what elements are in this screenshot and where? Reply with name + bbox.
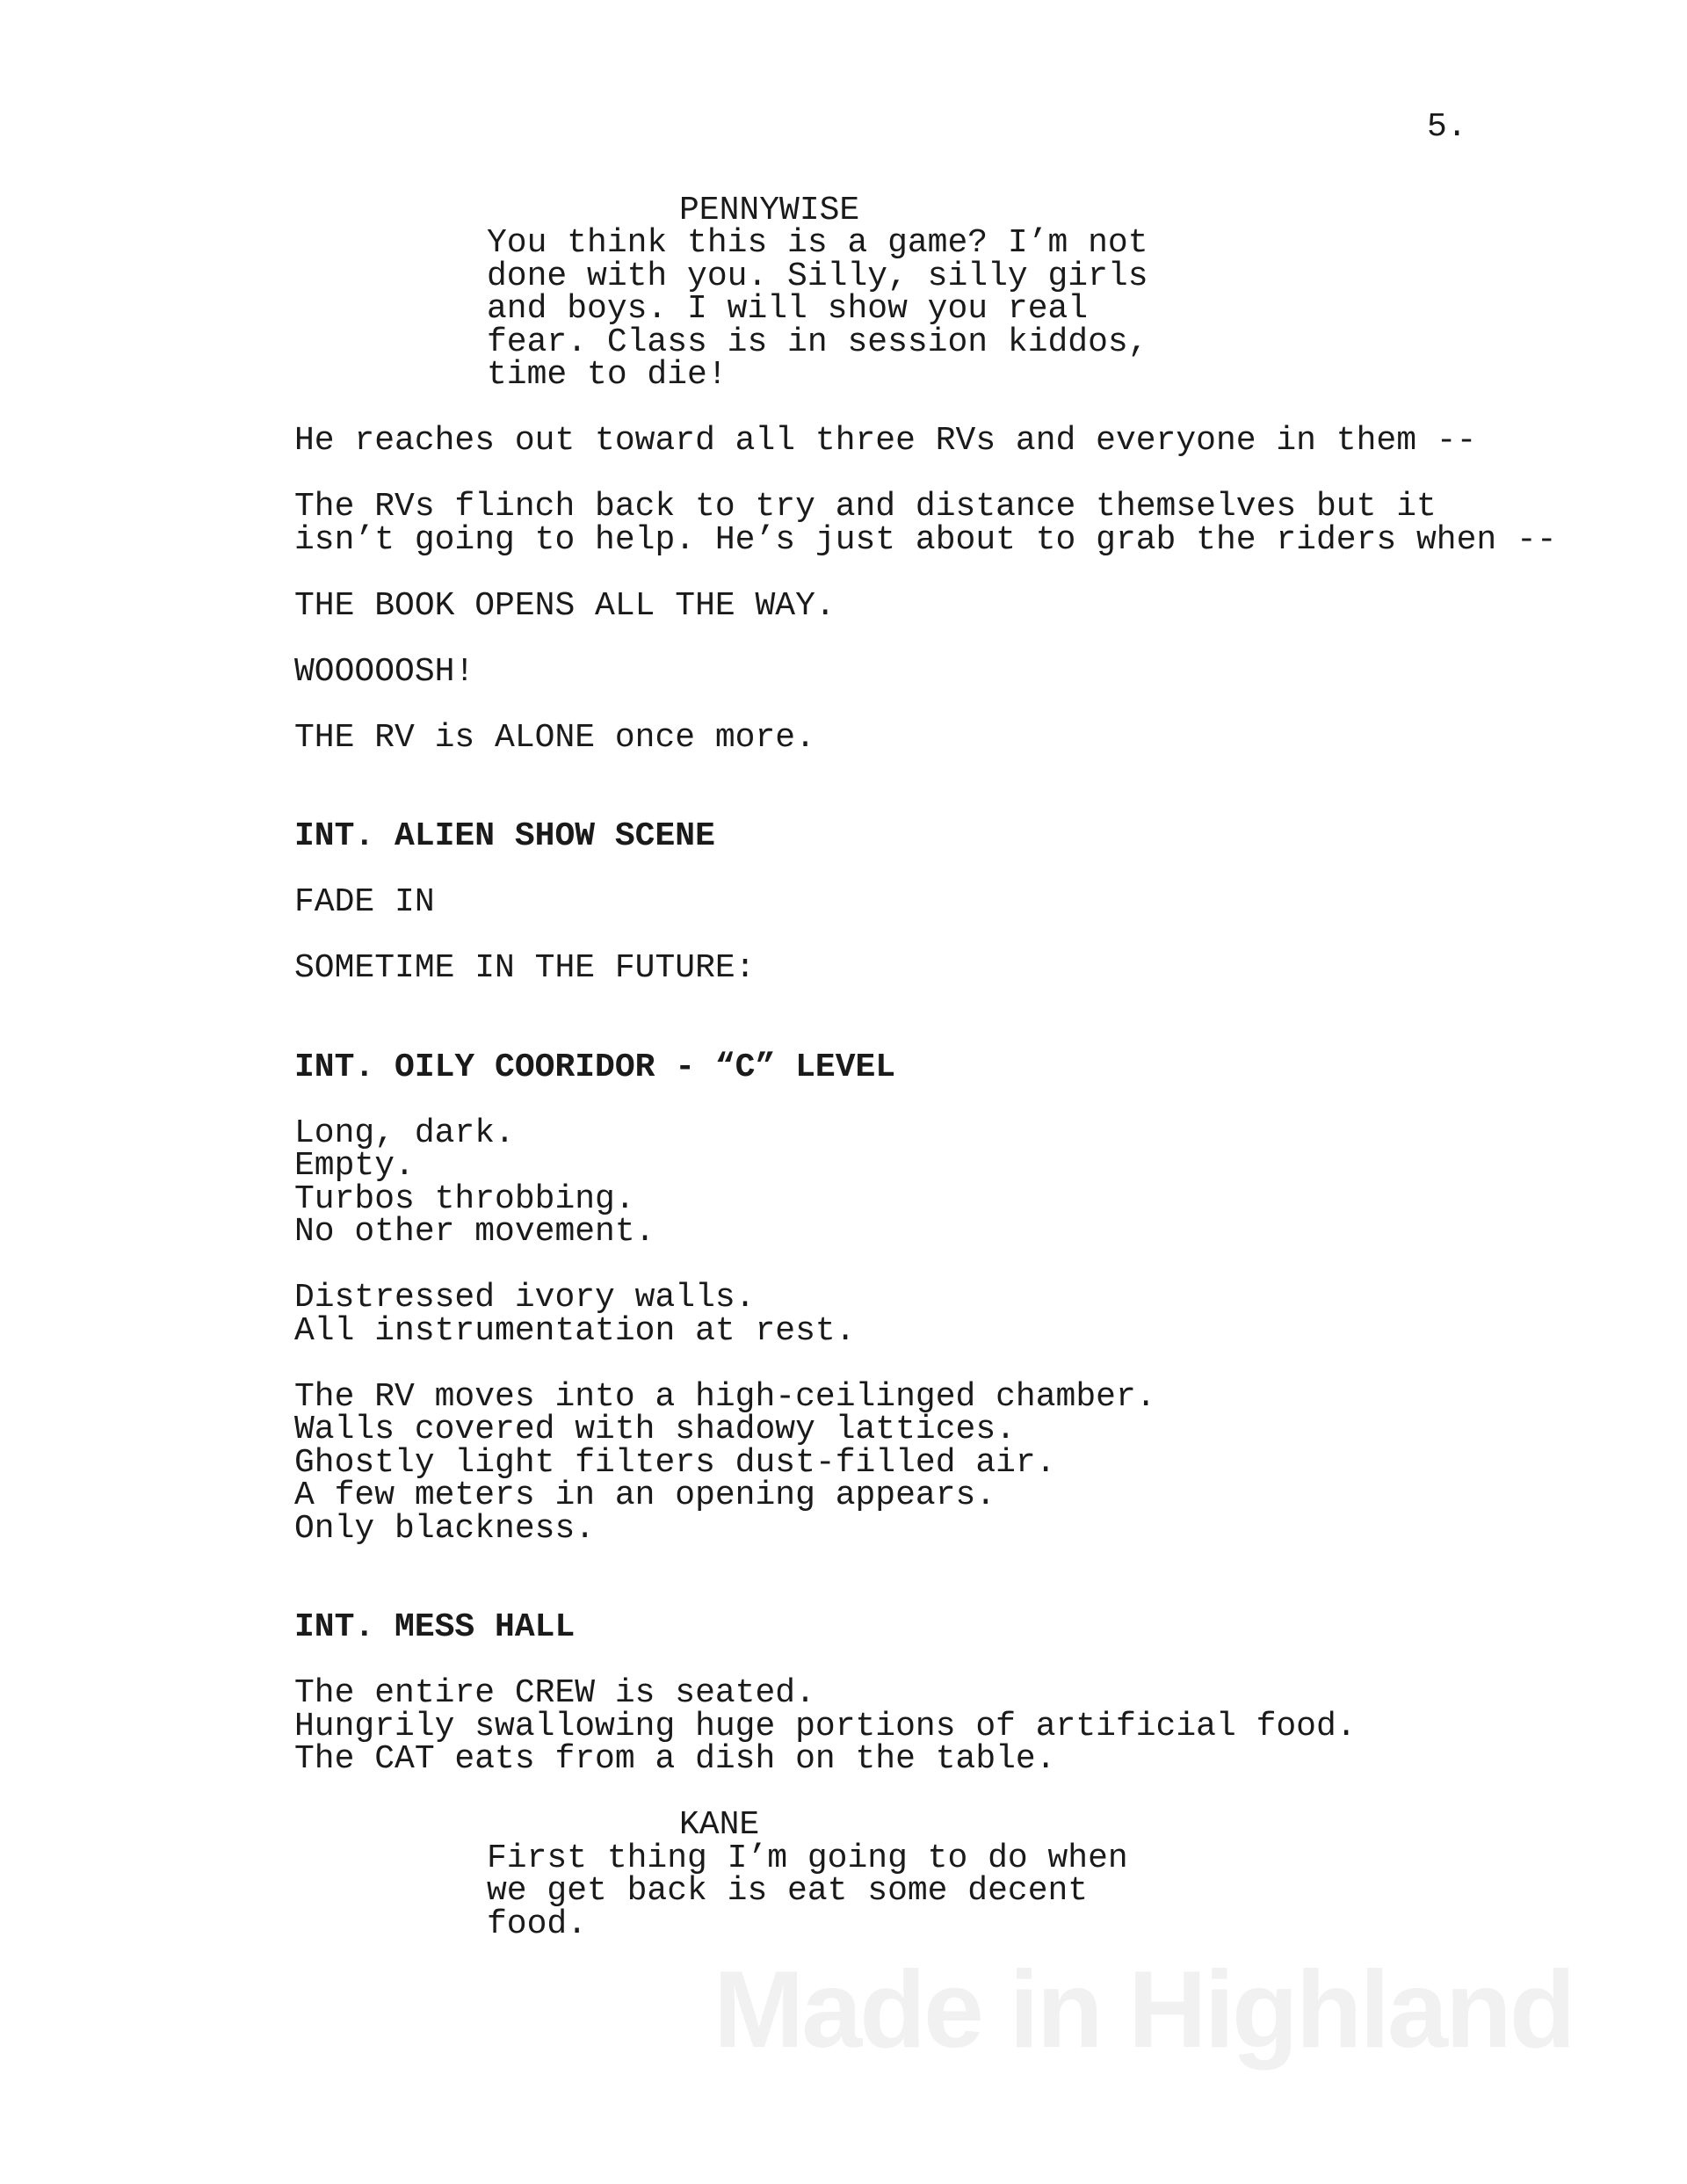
scene-heading: INT. OILY COORIDOR - “C” LEVEL (294, 1048, 896, 1086)
action-line: He reaches out toward all three RVs and everyone in them -- (294, 422, 1477, 460)
action-line: SOMETIME IN THE FUTURE: (294, 949, 756, 987)
action-line: Distressed ivory walls. (294, 1279, 756, 1317)
scene-heading: INT. MESS HALL (294, 1608, 576, 1646)
action-line: The entire CREW is seated. (294, 1674, 815, 1712)
dialogue-line: and boys. I will show you real (487, 290, 1089, 328)
action-line: Ghostly light filters dust-filled air. (294, 1444, 1056, 1482)
dialogue-line: fear. Class is in session kiddos, (487, 323, 1148, 361)
action-line: The CAT eats from a dish on the table. (294, 1740, 1056, 1778)
action-line: THE BOOK OPENS ALL THE WAY. (294, 587, 836, 625)
page-number: 5. (1427, 108, 1467, 146)
action-line: WOOOOOSH! (294, 653, 475, 691)
action-line: The RV moves into a high-ceilinged chamber. (294, 1378, 1156, 1416)
action-line: Walls covered with shadowy lattices. (294, 1411, 1016, 1448)
action-line: FADE IN (294, 883, 435, 921)
action-line: Turbos throbbing. (294, 1180, 635, 1218)
dialogue-line: You think this is a game? I’m not (487, 224, 1148, 262)
action-line: No other movement. (294, 1213, 655, 1251)
action-line: Long, dark. (294, 1114, 515, 1152)
action-line: All instrumentation at rest. (294, 1312, 856, 1350)
action-line: Empty. (294, 1147, 415, 1185)
dialogue-line: First thing I’m going to do when (487, 1839, 1128, 1877)
action-line: isn’t going to help. He’s just about to grab the riders when -- (294, 521, 1557, 559)
character-name: KANE (679, 1806, 760, 1844)
action-line: THE RV is ALONE once more. (294, 719, 815, 757)
dialogue-line: food. (487, 1905, 588, 1943)
action-line: The RVs flinch back to try and distance themselves but it (294, 488, 1437, 526)
character-name: PENNYWISE (679, 192, 860, 229)
dialogue-line: we get back is eat some decent (487, 1872, 1089, 1910)
watermark: Made in Highland (713, 1949, 1574, 2071)
action-line: A few meters in an opening appears. (294, 1477, 996, 1514)
action-line: Hungrily swallowing huge portions of artificial food. (294, 1708, 1357, 1745)
action-line: Only blackness. (294, 1510, 596, 1548)
scene-heading: INT. ALIEN SHOW SCENE (294, 817, 715, 855)
dialogue-line: done with you. Silly, silly girls (487, 258, 1148, 295)
dialogue-line: time to die! (487, 356, 728, 394)
